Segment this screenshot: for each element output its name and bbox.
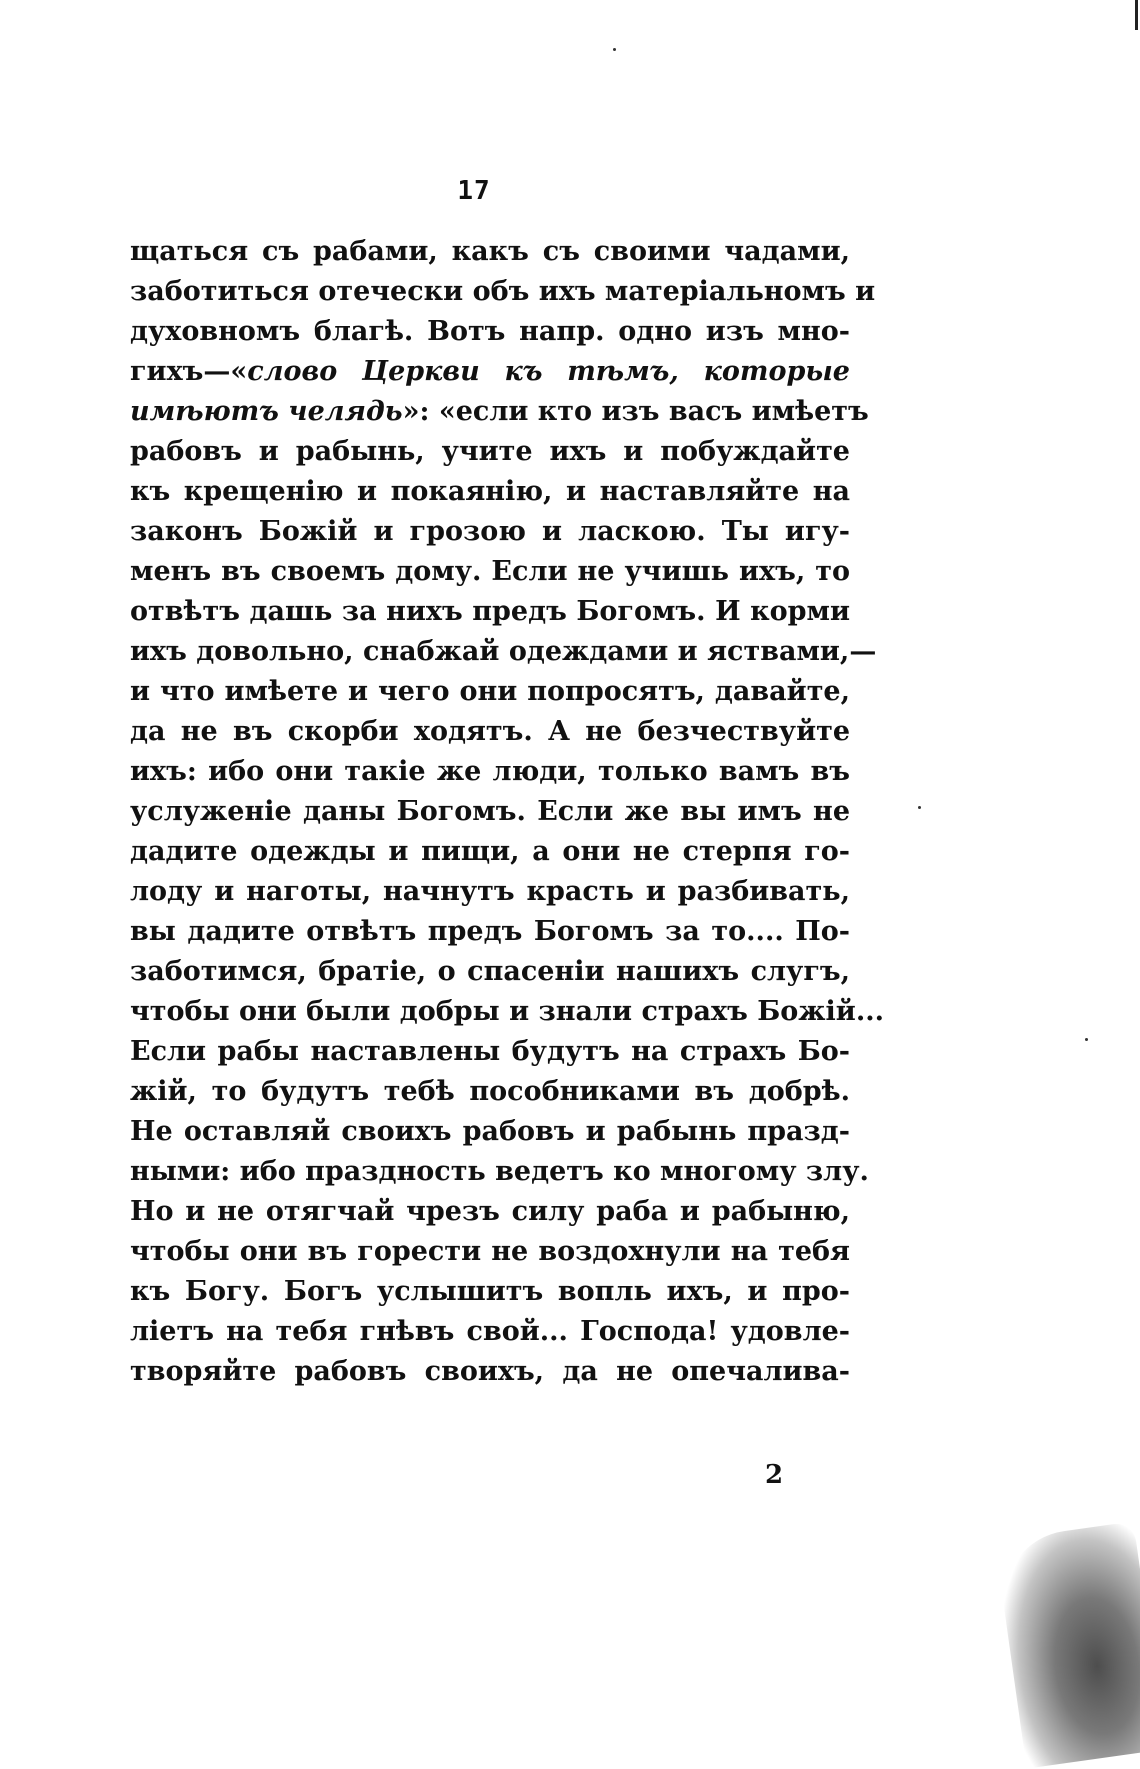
- text-run: »: «если кто изъ васъ имѣетъ: [402, 396, 869, 427]
- text-line: Если рабы наставлены будутъ на страхъ Бо-: [130, 1036, 850, 1067]
- italic-title: слово Церкви къ тѣмъ, которые: [247, 356, 850, 387]
- text-line: отвѣтъ дашь за нихъ предъ Богомъ. И корми: [130, 596, 850, 627]
- text-line: духовномъ благѣ. Вотъ напр. одно изъ мно-: [130, 316, 850, 347]
- text-line: менъ въ своемъ дому. Если не учишь ихъ, то: [130, 556, 850, 587]
- text-line: заботимся, братіе, о спасеніи нашихъ слугъ,: [130, 956, 850, 987]
- text-line: Но и не отягчай чрезъ силу раба и рабыню,: [130, 1196, 850, 1227]
- text-line: къ Богу. Богъ услышитъ вопль ихъ, и про-: [130, 1276, 850, 1307]
- text-line: чтобы они въ горести не воздохнули на тебя: [130, 1236, 850, 1267]
- text-line: ихъ довольно, снабжай одеждами и яствами,—: [130, 636, 877, 667]
- text-line: заботиться отечески объ ихъ матеріальномъ и: [130, 276, 876, 307]
- text-line: лоду и наготы, начнутъ красть и разбивать,: [130, 876, 850, 907]
- text-line: да не въ скорби ходятъ. А не безчествуйте: [130, 716, 850, 747]
- text-line: жій, то будутъ тебѣ пособниками въ добрѣ.: [130, 1076, 850, 1107]
- text-line: чтобы они были добры и знали страхъ Божій...: [130, 996, 885, 1027]
- text-line: [130, 392, 869, 432]
- edge-mark: [1135, 0, 1138, 30]
- scan-speck: [613, 48, 616, 51]
- text-line: ными: ибо праздность ведетъ ко многому злу.: [130, 1156, 869, 1187]
- thumb-shadow: [995, 1521, 1140, 1768]
- text-run: гихъ—«: [130, 356, 248, 387]
- italic-title: имѣютъ челядь: [130, 396, 403, 427]
- text-line: дадите одежды и пищи, а они не стерпя го-: [130, 836, 850, 867]
- text-line: рабовъ и рабынь, учите ихъ и побуждайте: [130, 436, 850, 467]
- text-line: ліетъ на тебя гнѣвъ свой... Господа! удовле-: [130, 1316, 850, 1347]
- text-line: и что имѣете и чего они попросятъ, давайте,: [130, 676, 850, 707]
- signature-mark: 2: [764, 1460, 784, 1490]
- text-line: къ крещенію и покаянію, и наставляйте на: [130, 476, 850, 507]
- text-line: творяйте рабовъ своихъ, да не опечалива-: [130, 1356, 850, 1387]
- scan-speck: [1085, 1038, 1088, 1041]
- text-line: щаться съ рабами, какъ съ своими чадами,: [130, 236, 850, 267]
- scan-speck: [918, 806, 921, 809]
- text-line: услуженіе даны Богомъ. Если же вы имъ не: [130, 796, 850, 827]
- body-text: [130, 232, 885, 1392]
- text-line: законъ Божій и грозою и ласкою. Ты игу-: [130, 516, 850, 547]
- text-line: Не оставляй своихъ рабовъ и рабынь празд-: [130, 1116, 850, 1147]
- text-line: [130, 352, 850, 392]
- text-line: вы дадите отвѣтъ предъ Богомъ за то.... По-: [130, 916, 850, 947]
- page-number: 17: [457, 176, 491, 206]
- text-line: ихъ: ибо они такіе же люди, только вамъ въ: [130, 756, 850, 787]
